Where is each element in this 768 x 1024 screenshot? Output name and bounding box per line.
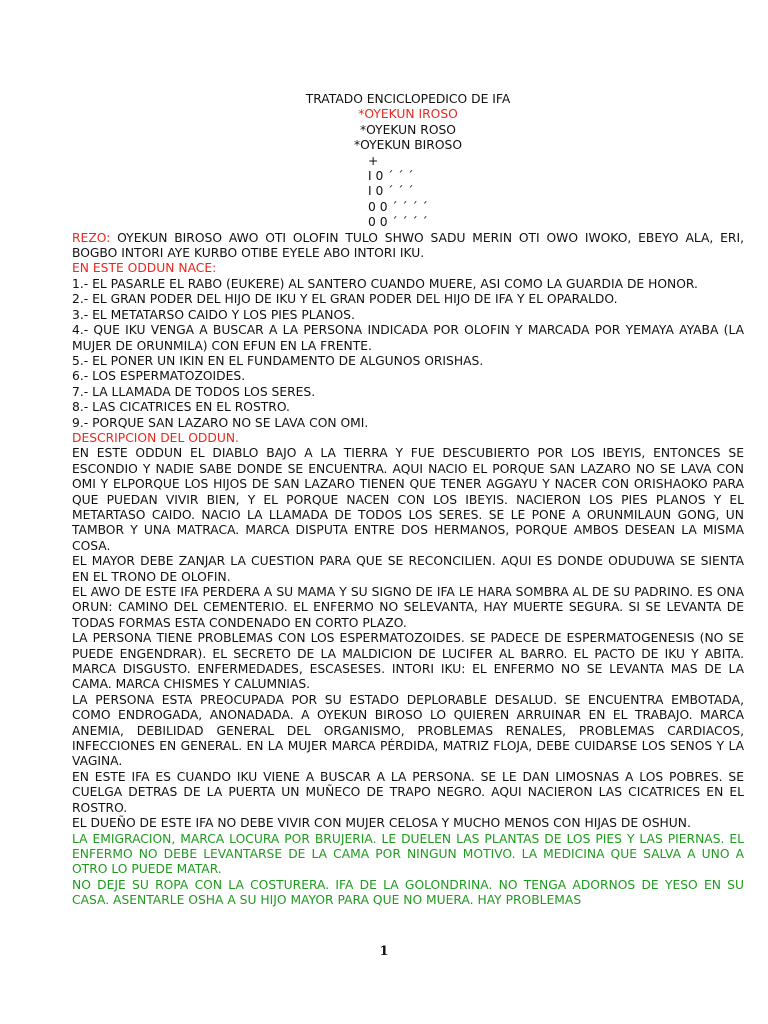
body-paragraph: LA PERSONA TIENE PROBLEMAS CON LOS ESPERMATOZOIDES. SE PADECE DE ESPERMATOGENESIS (NO SE PUEDE ENGENDRAR). EL SECRETO DE LA MALDICION DE LUCIFER AL BARRO. EL PACTO DE IKU Y ABITA. MARCA DISGUSTO. ENFERMEDADES, ESCASESES. INTORI IKU: EL ENFERMO NO SE LEVANTA MAS DE LA CAMA. MARCA CHISMES Y CALUMNIAS. — [72, 631, 744, 692]
body-paragraph: EL DUEÑO DE ESTE IFA NO DEBE VIVIR CON MUJER CELOSA Y MUCHO MENOS CON HIJAS DE OSHUN. — [72, 816, 691, 831]
green-paragraph: LA EMIGRACION, MARCA LOCURA POR BRUJERIA. LE DUELEN LAS PLANTAS DE LOS PIES Y LAS PIERNAS. EL ENFERMO NO DEBE LEVANTARSE DE LA CAMA POR NINGUN MOTIVO. LA MEDICINA QUE SALVA A UNO A OTRO LO PUEDE MATAR. — [72, 831, 744, 877]
sign-row: 0 0 ´ ´ ´ ´ — [368, 215, 428, 230]
ifa-sign-marks — [72, 154, 744, 231]
list-item: 2.- EL GRAN PODER DEL HIJO DE IKU Y EL GRAN PODER DEL HIJO DE IFA Y EL OPARALDO. — [72, 292, 618, 307]
nace-heading: EN ESTE ODDUN NACE: — [72, 261, 217, 276]
list-item: 6.- LOS ESPERMATOZOIDES. — [72, 369, 246, 384]
list-item: 9.- PORQUE SAN LAZARO NO SE LAVA CON OMI. — [72, 415, 369, 430]
body-paragraph: EN ESTE ODDUN EL DIABLO BAJO A LA TIERRA Y FUE DESCUBIERTO POR LOS IBEYIS, ENTONCES SE ESCONDIO Y NADIE SABE DONDE SE ENCUENTRA. AQUI NACIO EL PORQUE SAN LAZARO NO SE LAVA CON OMI Y ELPORQUE LOS HIJOS DE SAN LAZARO TIENEN QUE TENER AGGAYU Y NACER CON ORISHAOKO PARA QUE PUEDAN VIVIR BIEN, Y EL PORQUE NACEN CON LOS IBEYIS. NACIERON LOS PIES PLANOS Y EL METARTASO CAIDO. NACIO LA LLAMADA DE TODOS LOS SERES. SE LE PONE A ORUNMILAUN GONG, UN TAMBOR Y UNA MATRACA. MARCA DISPUTA ENTRE DOS HERMANOS, PORQUE AMBOS DESEAN LA MISMA COSA. — [72, 446, 744, 553]
sign-row: 0 0 ´ ´ ´ ´ — [368, 199, 428, 214]
body-paragraph: LA PERSONA ESTA PREOCUPADA POR SU ESTADO DEPLORABLE DESALUD. SE ENCUENTRA EMBOTADA, COMO ENDROGADA, ANONADADA. A OYEKUN BIROSO LO QUIEREN ARRUINAR EN EL TRABAJO. MARCA ANEMIA, DEBILIDAD GENERAL DEL ORGANISMO, PROBLEMAS RENALES, PROBLEMAS CARDIACOS, INFECCIONES EN GENERAL. EN LA MUJER MARCA PÉRDIDA, MATRIZ FLOJA, DEBE CUIDARSE LOS SENOS Y LA VAGINA. — [72, 692, 744, 769]
descripcion-heading: DESCRIPCION DEL ODDUN. — [72, 430, 239, 445]
page-number: 1 — [379, 944, 389, 959]
rezo-paragraph — [72, 231, 744, 262]
body-paragraph: EL AWO DE ESTE IFA PERDERA A SU MAMA Y SU SIGNO DE IFA LE HARA SOMBRA AL DE SU PADRINO. ES ONA ORUN: CAMINO DEL CEMENTERIO. EL ENFERMO NO SELEVANTA, HAY MUERTE SEGURA. SI SE LEVANTA DE TODAS FORMAS ESTA CONDENADO EN CORTO PLAZO. — [72, 585, 744, 630]
list-item: 1.- EL PASARLE EL RABO (EUKERE) AL SANTERO CUANDO MUERE, ASI COMO LA GUARDIA DE HONOR. — [72, 276, 698, 291]
sign-row: + — [368, 153, 379, 168]
list-item: 7.- LA LLAMADA DE TODOS LOS SERES. — [72, 384, 316, 399]
body-paragraph: EN ESTE IFA ES CUANDO IKU VIENE A BUSCAR A LA PERSONA. SE LE DAN LIMOSNAS A LOS POBRES. SE CUELGA DETRAS DE LA PUERTA UN MUÑECO DE TRAPO NEGRO. AQUI NACIERON LAS CICATRICES EN EL ROSTRO. — [72, 769, 744, 815]
sign-row: I 0 ´ ´ ´ — [368, 184, 414, 199]
body-paragraph: EL MAYOR DEBE ZANJAR LA CUESTION PARA QUE SE RECONCILIEN. AQUI ES DONDE ODUDUWA SE SIENTA EN EL TRONO DE OLOFIN. — [72, 554, 744, 584]
document-page — [72, 92, 744, 909]
list-item: 3.- EL METATARSO CAIDO Y LOS PIES PLANOS. — [72, 307, 355, 322]
signo-name-3: *OYEKUN BIROSO — [353, 138, 463, 153]
rezo-label: REZO: — [72, 230, 111, 245]
list-item: 5.- EL PONER UN IKIN EN EL FUNDAMENTO DE ALGUNOS ORISHAS. — [72, 353, 484, 368]
green-paragraph: NO DEJE SU ROPA CON LA COSTURERA. IFA DE LA GOLONDRINA. NO TENGA ADORNOS DE YESO EN SU CASA. ASENTARLE OSHA A SU HIJO MAYOR PARA QUE NO MUERA. HAY PROBLEMAS — [72, 877, 744, 908]
sign-row: I 0 ´ ´ ´ — [368, 169, 414, 184]
rezo-text: OYEKUN BIROSO AWO OTI OLOFIN TULO SHWO SADU MERIN OTI OWO IWOKO, EBEYO ALA, ERI, BOGBO INTORI AYE KURBO OTIBE EYELE ABO INTORI IKU. — [72, 230, 744, 261]
list-item: 8.- LAS CICATRICES EN EL ROSTRO. — [72, 400, 290, 415]
signo-name-1: *OYEKUN IROSO — [358, 107, 458, 122]
signo-name-2: *OYEKUN ROSO — [360, 122, 456, 137]
document-title: TRATADO ENCICLOPEDICO DE IFA — [305, 92, 511, 106]
list-item: 4.- QUE IKU VENGA A BUSCAR A LA PERSONA INDICADA POR OLOFIN Y MARCADA POR YEMAYA AYABA (LA MUJER DE ORUNMILA) CON EFUN EN LA FRENTE. — [72, 323, 744, 353]
